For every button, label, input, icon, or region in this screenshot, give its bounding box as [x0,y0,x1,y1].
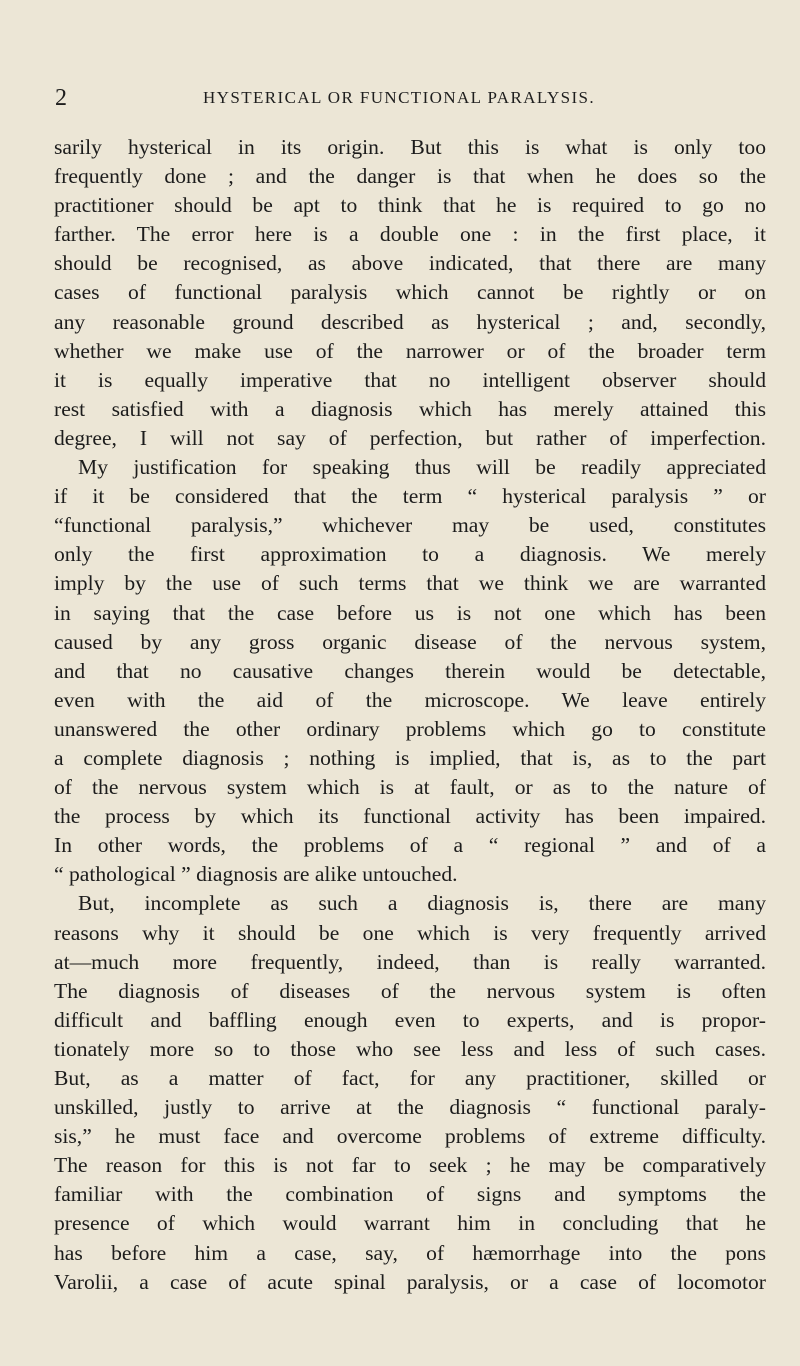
text-line: rest satisfied with a diagnosis which has merely attained this [54,396,766,421]
text-line: it is equally imperative that no intelligent observer should [54,367,766,392]
text-line: presence of which would warrant him in concluding that he [54,1211,766,1236]
text-line: unskilled, justly to arrive at the diagnosis “ functional paraly- [54,1095,766,1120]
text-line: at—much more frequently, indeed, than is really warranted. [54,949,766,974]
text-line: The reason for this is not far to seek ; he may be comparatively [54,1153,766,1178]
text-line: But, incomplete as such a diagnosis is, there are many [78,891,766,916]
text-line: cases of functional paralysis which cannot be rightly or on [54,280,766,305]
text-line: of the nervous system which is at fault, or as to the nature of [54,775,766,800]
text-line: difficult and baffling enough even to experts, and is propor- [54,1007,766,1032]
text-line: tionately more so to those who see less and less of such cases. [54,1036,766,1061]
text-line: sis,” he must face and overcome problems of extreme difficulty. [54,1124,766,1149]
text-line: “functional paralysis,” whichever may be used, constitutes [54,513,766,538]
text-line: But, as a matter of fact, for any practitioner, skilled or [54,1066,766,1090]
text-line: In other words, the problems of a “ regional ” and of a [54,833,766,858]
text-line: even with the aid of the microscope. We leave entirely [54,687,766,712]
running-title: HYSTERICAL OR FUNCTIONAL PARALYSIS. [203,88,596,107]
text-line: degree, I will not say of perfection, but rather of imperfection. [54,425,766,450]
text-line: reasons why it should be one which is very frequently arrived [54,920,766,945]
text-line: should be recognised, as above indicated, that there are many [54,251,766,276]
text-line: if it be considered that the term “ hysterical paralysis ” or [54,484,766,509]
body-text [54,133,766,1297]
text-line: only the first approximation to a diagnosis. We merely [54,542,766,567]
text-line: the process by which its functional activity has been impaired. [54,804,766,829]
text-line: frequently done ; and the danger is that when he does so the [54,164,766,189]
text-line: imply by the use of such terms that we think we are warranted [54,571,766,596]
text-line: Varolii, a case of acute spinal paralysis, or a case of locomotor [54,1269,766,1294]
text-line: practitioner should be apt to think that he is required to go no [54,193,766,218]
text-line: whether we make use of the narrower or of the broader term [54,338,766,363]
text-line: unanswered the other ordinary problems which go to constitute [54,716,766,741]
text-line: “ pathological ” diagnosis are alike untouched. [54,862,458,887]
text-line: a complete diagnosis ; nothing is implied, that is, as to the part [54,745,766,770]
text-line: familiar with the combination of signs and symptoms the [54,1182,766,1207]
text-line: farther. The error here is a double one : in the first place, it [54,222,766,247]
text-line: in saying that the case before us is not one which has been [54,600,766,625]
running-header [55,84,755,114]
page-number: 2 [55,85,67,111]
text-line: and that no causative changes therein would be detectable, [54,658,766,683]
text-line: has before him a case, say, of hæmorrhage into the pons [54,1240,766,1265]
text-line: caused by any gross organic disease of the nervous system, [54,629,766,654]
text-line: any reasonable ground described as hysterical ; and, secondly, [54,309,766,334]
text-line: My justification for speaking thus will be readily appreciated [78,455,766,480]
text-line: sarily hysterical in its origin. But this is what is only too [54,135,766,159]
text-line: The diagnosis of diseases of the nervous system is often [54,978,766,1003]
